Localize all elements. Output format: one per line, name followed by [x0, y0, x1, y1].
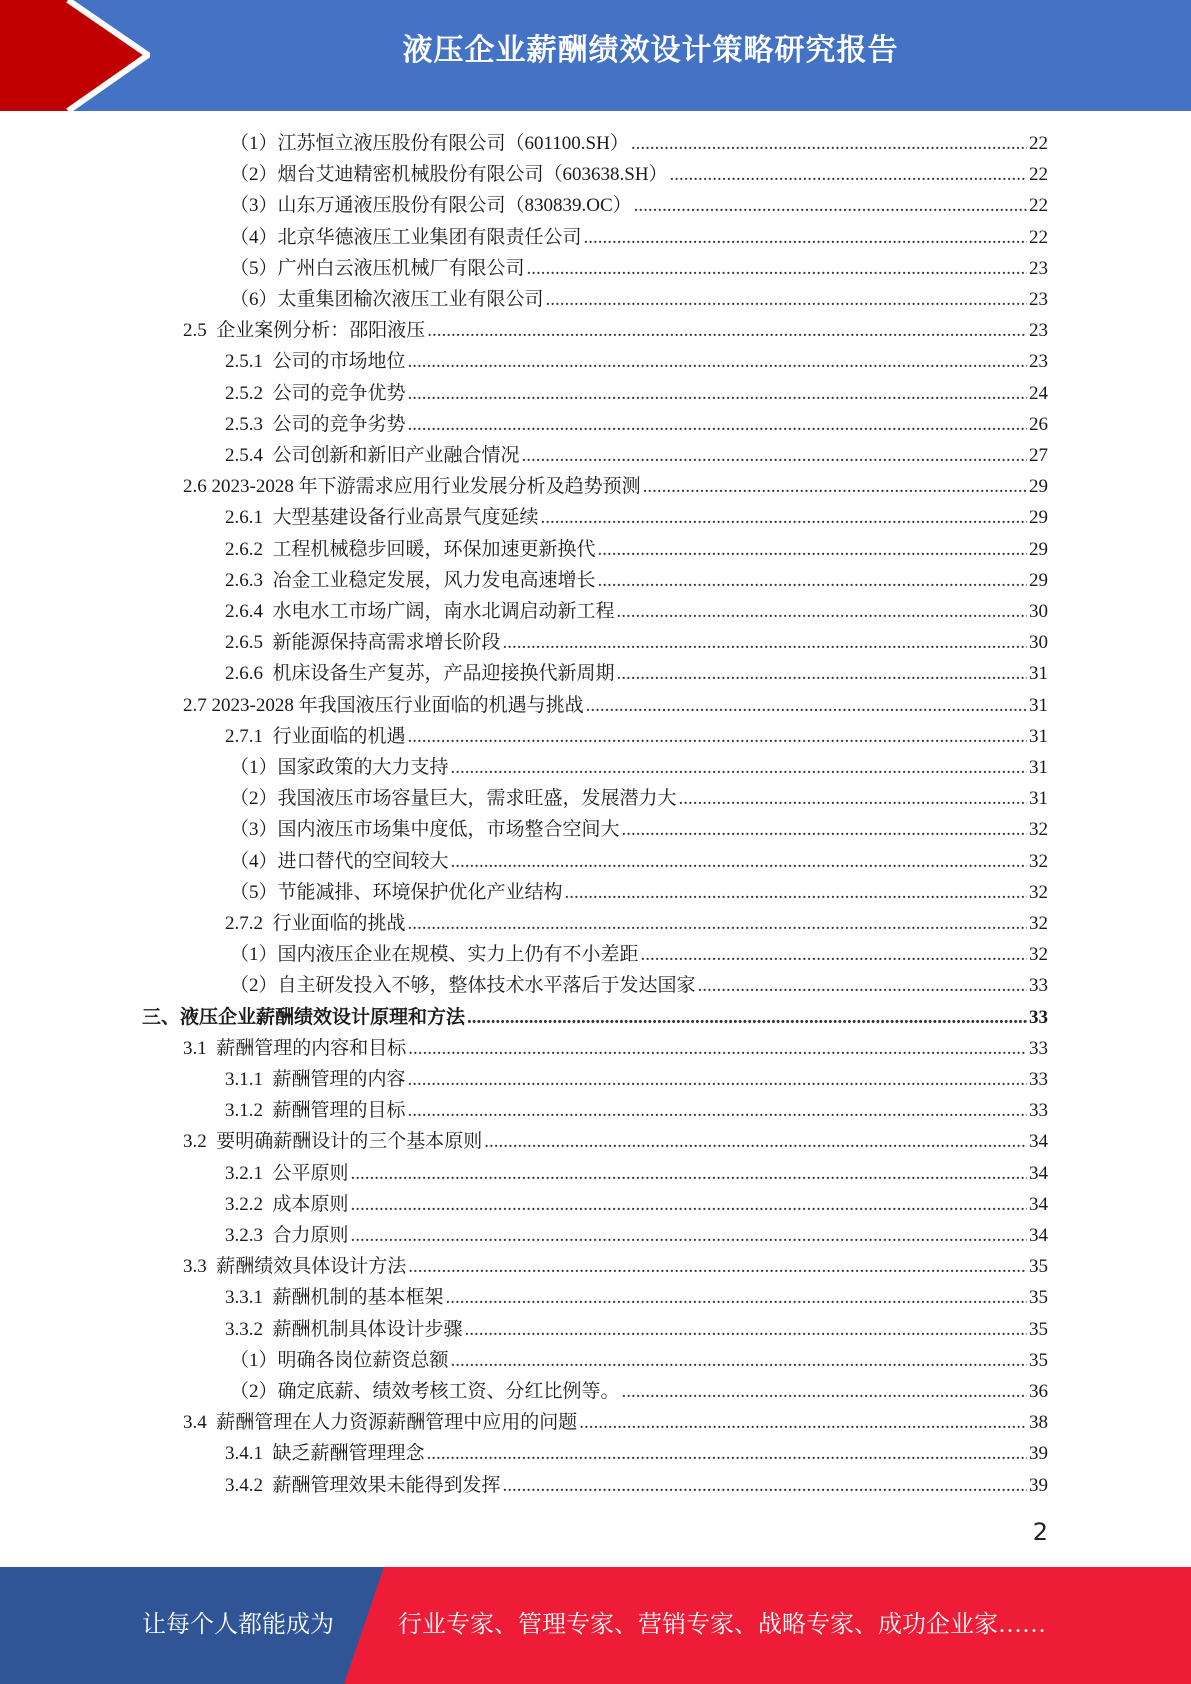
toc-leader-dots	[408, 1251, 1027, 1282]
toc-entry-label: 3.4 薪酬管理在人力资源薪酬管理中应用的问题	[183, 1412, 578, 1434]
toc-entry[interactable]	[225, 627, 1048, 658]
toc-entry-label: （5）广州白云液压机械厂有限公司	[230, 257, 525, 279]
toc-entry-page: 31	[1029, 694, 1048, 716]
toc-leader-dots	[641, 939, 1027, 970]
toc-entry-label: 3.4.1 缺乏薪酬管理理念	[225, 1443, 425, 1465]
footer-banner	[0, 1567, 1191, 1684]
toc-entry[interactable]	[230, 939, 1048, 970]
toc-entry-page: 33	[1029, 1100, 1048, 1122]
toc-entry-page: 33	[1029, 1069, 1048, 1090]
toc-entry-label: 3.3.2 薪酬机制具体设计步骤	[225, 1318, 463, 1340]
report-title: 液压企业薪酬绩效设计策略研究报告	[402, 33, 899, 68]
toc-entry[interactable]	[230, 752, 1048, 783]
toc-entry[interactable]	[225, 346, 1048, 377]
toc-leader-dots	[408, 346, 1027, 377]
toc-entry-page: 32	[1029, 850, 1048, 872]
toc-entry[interactable]	[230, 190, 1048, 221]
toc-entry-label: （1）江苏恒立液压股份有限公司（601100.SH）	[230, 133, 629, 154]
toc-entry-label: 3.1.1 薪酬管理的内容	[225, 1069, 406, 1090]
toc-entry[interactable]	[183, 1033, 1048, 1064]
toc-entry[interactable]	[225, 1314, 1048, 1345]
toc-entry[interactable]	[230, 783, 1048, 814]
toc-entry[interactable]	[183, 315, 1048, 346]
toc-entry-page: 32	[1029, 881, 1048, 903]
toc-entry[interactable]	[225, 721, 1048, 752]
toc-entry[interactable]	[225, 502, 1048, 533]
toc-entry[interactable]	[230, 970, 1048, 1001]
toc-entry-label: 2.5.1 公司的市场地位	[225, 351, 406, 373]
toc-entry-page: 39	[1029, 1474, 1048, 1496]
toc-entry-page: 31	[1029, 788, 1048, 810]
toc-entry-label: 2.6 2023-2028 年下游需求应用行业发展分析及趋势预测	[183, 476, 641, 498]
toc-entry-label: 3.3 薪酬绩效具体设计方法	[183, 1256, 407, 1278]
toc-leader-dots	[565, 877, 1027, 908]
toc-entry-label: 3.2 要明确薪酬设计的三个基本原则	[183, 1131, 483, 1153]
toc-entry[interactable]	[230, 159, 1048, 190]
toc-leader-dots	[451, 752, 1027, 783]
toc-entry-label: 3.1 薪酬管理的内容和目标	[183, 1037, 407, 1059]
toc-entry[interactable]	[230, 284, 1048, 315]
toc-entry-label: 2.7.2 行业面临的挑战	[225, 913, 406, 934]
toc-entry-page: 23	[1029, 257, 1048, 279]
toc-leader-dots	[408, 1095, 1027, 1126]
toc-entry-page: 34	[1029, 1225, 1048, 1246]
toc-entry-label: （6）太重集团榆次液压工业有限公司	[230, 289, 544, 310]
page-number: 2	[1032, 1518, 1048, 1546]
toc-entry-page: 32	[1029, 913, 1048, 934]
toc-entry-page: 34	[1029, 1131, 1048, 1153]
toc-entry-page: 24	[1029, 382, 1048, 404]
toc-entry[interactable]	[225, 565, 1048, 596]
toc-entry-label: 3.2.2 成本原则	[225, 1193, 349, 1215]
toc-entry-page: 23	[1029, 351, 1048, 373]
footer-slogan-left: 让每个人都能成为	[142, 1612, 334, 1638]
toc-entry[interactable]	[230, 1376, 1048, 1407]
toc-entry-page: 29	[1029, 538, 1048, 560]
toc-entry[interactable]	[225, 1064, 1048, 1095]
toc-entry[interactable]	[225, 658, 1048, 689]
toc-entry-label: （4）北京华德液压工业集团有限责任公司	[230, 226, 582, 248]
toc-entry-label: 3.4.2 薪酬管理效果未能得到发挥	[225, 1474, 501, 1496]
toc-entry-page: 30	[1029, 601, 1048, 622]
toc-leader-dots	[617, 596, 1027, 627]
toc-entry-page: 32	[1029, 819, 1048, 841]
toc-leader-dots	[617, 658, 1027, 689]
toc-entry-page: 29	[1029, 507, 1048, 529]
toc-leader-dots	[584, 222, 1027, 253]
toc-entry-page: 34	[1029, 1162, 1048, 1184]
toc-entry-page: 38	[1029, 1412, 1048, 1434]
toc-leader-dots	[408, 908, 1027, 939]
toc-leader-dots	[408, 378, 1027, 409]
toc-leader-dots	[351, 1158, 1027, 1189]
toc-leader-dots	[451, 1345, 1027, 1376]
toc-entry[interactable]	[225, 440, 1048, 471]
toc-entry-page: 35	[1029, 1256, 1048, 1278]
toc-entry-page: 22	[1029, 133, 1048, 154]
toc-entry-label: （3）山东万通液压股份有限公司（830839.OC）	[230, 195, 632, 217]
toc-leader-dots	[579, 1407, 1027, 1438]
toc-entry-page: 29	[1029, 476, 1048, 498]
toc-leader-dots	[643, 471, 1027, 502]
toc-entry-label: 3.1.2 薪酬管理的目标	[225, 1100, 406, 1122]
toc-entry[interactable]	[183, 690, 1048, 721]
toc-leader-dots	[634, 190, 1027, 221]
toc-leader-dots	[527, 253, 1027, 284]
toc-entry[interactable]	[225, 409, 1048, 440]
toc-leader-dots	[408, 409, 1027, 440]
toc-entry-page: 33	[1029, 1006, 1048, 1028]
toc-entry-label: （2）烟台艾迪精密机械股份有限公司（603638.SH）	[230, 164, 668, 186]
toc-leader-dots	[446, 1282, 1027, 1313]
toc-leader-dots	[503, 627, 1027, 658]
toc-leader-dots	[408, 721, 1027, 752]
toc-entry[interactable]	[225, 596, 1048, 627]
toc-entry-label: 2.6.2 工程机械稳步回暖，环保加速更新换代	[225, 538, 596, 560]
toc-entry-page: 29	[1029, 569, 1048, 591]
toc-leader-dots	[546, 284, 1027, 315]
toc-entry-page: 31	[1029, 725, 1048, 747]
toc-entry-page: 35	[1029, 1318, 1048, 1340]
toc-entry[interactable]	[225, 534, 1048, 565]
toc-leader-dots	[679, 783, 1027, 814]
toc-entry-label: 2.6.1 大型基建设备行业高景气度延续	[225, 507, 539, 529]
toc-entry-page: 22	[1029, 164, 1048, 186]
toc-entry[interactable]	[225, 1158, 1048, 1189]
toc-leader-dots	[598, 534, 1027, 565]
toc-entry[interactable]	[225, 1189, 1048, 1220]
toc-leader-dots	[408, 1064, 1027, 1095]
toc-leader-dots	[622, 814, 1027, 845]
toc-entry-label: 2.7 2023-2028 年我国液压行业面临的机遇与挑战	[183, 694, 584, 716]
toc-entry-page: 34	[1029, 1193, 1048, 1215]
toc-entry[interactable]	[230, 877, 1048, 908]
toc-entry-label: 2.5.4 公司创新和新旧产业融合情况	[225, 445, 520, 466]
toc-entry[interactable]	[230, 814, 1048, 845]
toc-leader-dots	[427, 1438, 1027, 1469]
toc-entry[interactable]	[225, 1095, 1048, 1126]
toc-leader-dots	[467, 1002, 1027, 1033]
toc-entry[interactable]	[225, 1220, 1048, 1251]
toc-entry-label: （1）国家政策的大力支持	[230, 757, 449, 778]
toc-entry-page: 27	[1029, 445, 1048, 466]
toc-entry-page: 33	[1029, 975, 1048, 997]
toc-entry[interactable]	[183, 471, 1048, 502]
toc-entry[interactable]	[225, 1438, 1048, 1469]
footer-slogan-right: 行业专家、管理专家、营销专家、战略专家、成功企业家……	[398, 1612, 1046, 1638]
toc-entry-page: 31	[1029, 663, 1048, 685]
toc-leader-dots	[503, 1470, 1027, 1501]
toc-leader-dots	[351, 1189, 1027, 1220]
toc-entry[interactable]	[142, 1002, 1048, 1033]
toc-leader-dots	[451, 846, 1027, 877]
toc-entry-page: 33	[1029, 1037, 1048, 1059]
toc-leader-dots	[427, 315, 1027, 346]
toc-entry-page: 39	[1029, 1443, 1048, 1465]
toc-entry-page: 35	[1029, 1349, 1048, 1371]
toc-entry-label: 3.3.1 薪酬机制的基本框架	[225, 1287, 444, 1309]
toc-entry-label: （2）确定底薪、绩效考核工资、分红比例等。	[230, 1381, 620, 1402]
toc-entry-label: （3）国内液压市场集中度低，市场整合空间大	[230, 819, 620, 841]
toc-entry-label: 2.5.2 公司的竞争优势	[225, 382, 406, 404]
toc-leader-dots	[408, 1033, 1027, 1064]
toc-entry[interactable]	[183, 1407, 1048, 1438]
toc-leader-dots	[598, 565, 1027, 596]
toc-leader-dots	[631, 128, 1027, 159]
toc-entry-page: 26	[1029, 413, 1048, 435]
toc-entry[interactable]	[183, 1126, 1048, 1157]
toc-leader-dots	[698, 970, 1027, 1001]
toc-leader-dots	[541, 502, 1027, 533]
toc-entry-label: 3.2.3 合力原则	[225, 1225, 349, 1246]
toc-entry[interactable]	[230, 128, 1048, 159]
toc-entry[interactable]	[225, 1470, 1048, 1501]
toc-entry-label: 2.6.4 水电水工市场广阔，南水北调启动新工程	[225, 601, 615, 622]
toc-entry-page: 22	[1029, 226, 1048, 248]
toc-entry-label: （2）自主研发投入不够，整体技术水平落后于发达国家	[230, 975, 696, 997]
toc-entry[interactable]	[225, 1282, 1048, 1313]
toc-entry[interactable]	[230, 253, 1048, 284]
toc-entry[interactable]	[225, 908, 1048, 939]
toc-leader-dots	[465, 1314, 1027, 1345]
toc-leader-dots	[622, 1376, 1027, 1407]
toc-leader-dots	[670, 159, 1027, 190]
toc-entry-page: 31	[1029, 757, 1048, 778]
toc-entry-page: 22	[1029, 195, 1048, 217]
toc-entry-label: 三、液压企业薪酬绩效设计原理和方法	[142, 1006, 466, 1028]
toc-entry-label: 3.2.1 公平原则	[225, 1162, 349, 1184]
toc-entry[interactable]	[230, 846, 1048, 877]
toc-entry-label: 2.5 企业案例分析：邵阳液压	[183, 320, 426, 342]
toc-leader-dots	[484, 1126, 1027, 1157]
toc-entry-page: 35	[1029, 1287, 1048, 1309]
toc-entry[interactable]	[230, 1345, 1048, 1376]
toc-entry-label: （1）国内液压企业在规模、实力上仍有不小差距	[230, 944, 639, 966]
toc-entry-page: 23	[1029, 320, 1048, 342]
toc-entry-page: 30	[1029, 632, 1048, 654]
toc-entry[interactable]	[230, 222, 1048, 253]
toc-entry-label: （4）进口替代的空间较大	[230, 850, 449, 872]
toc-entry-label: 2.6.3 冶金工业稳定发展，风力发电高速增长	[225, 569, 596, 591]
toc-entry-label: 2.6.6 机床设备生产复苏，产品迎接换代新周期	[225, 663, 615, 685]
toc-leader-dots	[351, 1220, 1027, 1251]
toc-entry-page: 23	[1029, 289, 1048, 310]
toc-entry-label: （1）明确各岗位薪资总额	[230, 1349, 449, 1371]
toc-entry[interactable]	[225, 378, 1048, 409]
toc-entry[interactable]	[183, 1251, 1048, 1282]
toc-entry-label: 2.6.5 新能源保持高需求增长阶段	[225, 632, 501, 654]
toc-entry-label: （2）我国液压市场容量巨大，需求旺盛，发展潜力大	[230, 788, 677, 810]
toc-entry-label: （5）节能减排、环境保护优化产业结构	[230, 881, 563, 903]
toc-entry-label: 2.5.3 公司的竞争劣势	[225, 413, 406, 435]
toc-entry-page: 32	[1029, 944, 1048, 966]
toc-leader-dots	[586, 690, 1027, 721]
toc-entry-label: 2.7.1 行业面临的机遇	[225, 725, 406, 747]
header-banner	[0, 0, 1191, 111]
toc-entry-page: 36	[1029, 1381, 1048, 1402]
toc-leader-dots	[522, 440, 1027, 471]
